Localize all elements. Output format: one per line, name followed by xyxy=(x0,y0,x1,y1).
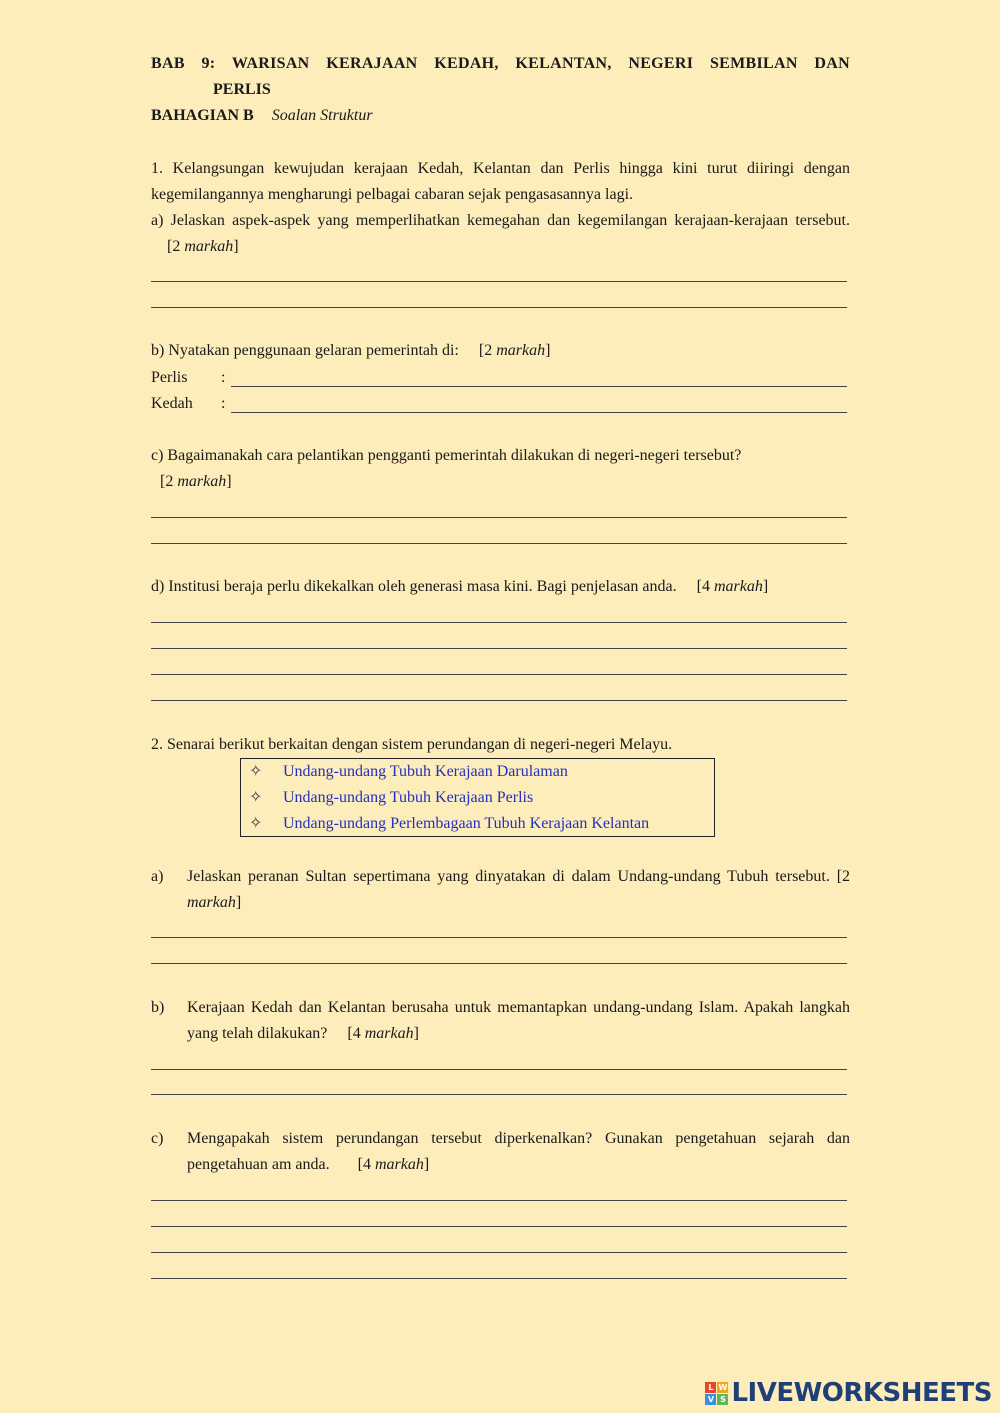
logo-tile: V xyxy=(705,1394,716,1405)
q2b-answer-line-2[interactable] xyxy=(151,1094,847,1095)
section-label: BAHAGIAN B xyxy=(151,107,254,124)
q1d-answer-line-4[interactable] xyxy=(151,700,847,701)
q1a-question xyxy=(151,208,850,260)
q1c-marks: [2 markah] xyxy=(160,473,232,490)
q2c-question xyxy=(187,1126,850,1178)
q1c-text: c) Bagaimanakah cara pelantikan pengganti pemerintah dilakukan di negeri-negeri tersebut? xyxy=(151,447,742,464)
q1d-answer-line-3[interactable] xyxy=(151,674,847,675)
q1a-answer-line-2[interactable] xyxy=(151,307,847,308)
section-heading xyxy=(151,103,373,129)
q1d-answer-line-2[interactable] xyxy=(151,648,847,649)
q1a-marks: [2 markah] xyxy=(167,238,239,255)
q2a-question xyxy=(187,864,850,916)
q2c-answer-line-3[interactable] xyxy=(151,1252,847,1253)
diamond-bullet-icon: ✧ xyxy=(249,815,263,832)
q1b-kedah-label: Kedah xyxy=(151,395,193,412)
q2c-marks: [4 markah] xyxy=(357,1156,430,1173)
q1b-marks: [2 markah] xyxy=(478,342,551,359)
q2c-answer-line-4[interactable] xyxy=(151,1278,847,1279)
q2b-text: Kerajaan Kedah dan Kelantan berusaha untuk memantapkan undang-undang Islam. Apakah langkah yang telah dilakukan? xyxy=(187,999,850,1042)
q1b-kedah-colon: : xyxy=(221,395,226,412)
logo-text: LIVEWORKSHEETS xyxy=(731,1378,992,1408)
q2a-text: Jelaskan peranan Sultan sepertimana yang dinyatakan di dalam Undang-undang Tubuh tersebut. xyxy=(187,868,830,885)
logo-tile: W xyxy=(718,1382,728,1392)
q2a-marks: [2 markah] xyxy=(187,868,851,911)
q2a-label: a) xyxy=(151,868,164,885)
q1a-answer-line-1[interactable] xyxy=(151,281,847,282)
q1d-marks: [4 markah] xyxy=(696,578,769,595)
q2c-text: Mengapakah sistem perundangan tersebut diperkenalkan? Gunakan pengetahuan sejarah dan pengetahuan am anda. xyxy=(187,1130,850,1173)
liveworksheets-logo-icon xyxy=(705,1382,728,1405)
logo-tile: L xyxy=(705,1382,716,1393)
q1d-text: d) Institusi beraja perlu dikekalkan oleh generasi masa kini. Bagi penjelasan anda. xyxy=(151,578,677,595)
q1b-perlis-label: Perlis xyxy=(151,369,188,386)
q1c-answer-line-2[interactable] xyxy=(151,543,847,544)
q1b-text: b) Nyatakan penggunaan gelaran pemerintah di: xyxy=(151,342,459,359)
q1c-answer-line-1[interactable] xyxy=(151,517,847,518)
law-list-box xyxy=(240,758,715,837)
q2-intro: 2. Senarai berikut berkaitan dengan sistem perundangan di negeri-negeri Melayu. xyxy=(151,736,673,753)
q2c-answer-line-1[interactable] xyxy=(151,1200,847,1201)
q1a-text: a) Jelaskan aspek-aspek yang memperlihatkan kemegahan dan kegemilangan kerajaan-kerajaan tersebut. xyxy=(151,212,850,229)
q1b-kedah-answer-line[interactable] xyxy=(231,412,847,413)
law-list-item: ✧ Undang-undang Perlembagaan Tubuh Kerajaan Kelantan xyxy=(249,811,649,837)
q2c-label: c) xyxy=(151,1130,164,1147)
q1d-question xyxy=(151,574,768,600)
q2b-question xyxy=(187,995,850,1047)
q1d-answer-line-1[interactable] xyxy=(151,622,847,623)
q2a-answer-line-1[interactable] xyxy=(151,937,847,938)
liveworksheets-logo xyxy=(705,1378,992,1408)
q2c-answer-line-2[interactable] xyxy=(151,1226,847,1227)
q1b-perlis-answer-line[interactable] xyxy=(231,386,847,387)
law-list-item: ✧ Undang-undang Tubuh Kerajaan Perlis xyxy=(249,785,533,811)
q2b-label: b) xyxy=(151,999,165,1016)
q1b-perlis-colon: : xyxy=(221,369,226,386)
q2b-answer-line-1[interactable] xyxy=(151,1069,847,1070)
law-list-item: ✧ Undang-undang Tubuh Kerajaan Darulaman xyxy=(249,759,568,785)
diamond-bullet-icon: ✧ xyxy=(249,763,263,780)
q1-intro: 1. Kelangsungan kewujudan kerajaan Kedah, Kelantan dan Perlis hingga kini turut diiringi dengan kegemilangannya mengharungi pelbagai cabaran sejak pengasasannya lagi. xyxy=(151,160,850,203)
chapter-title-line1: BAB 9: WARISAN KERAJAAN KEDAH, KELANTAN, NEGERI SEMBILAN DAN xyxy=(151,55,850,72)
q2a-answer-line-2[interactable] xyxy=(151,963,847,964)
q2b-marks: [4 markah] xyxy=(347,1025,419,1042)
diamond-bullet-icon: ✧ xyxy=(249,789,263,806)
chapter-title-line2: PERLIS xyxy=(213,81,271,98)
logo-tile: S xyxy=(717,1394,728,1405)
q1b-question xyxy=(151,338,550,364)
section-type: Soalan Struktur xyxy=(271,107,373,124)
